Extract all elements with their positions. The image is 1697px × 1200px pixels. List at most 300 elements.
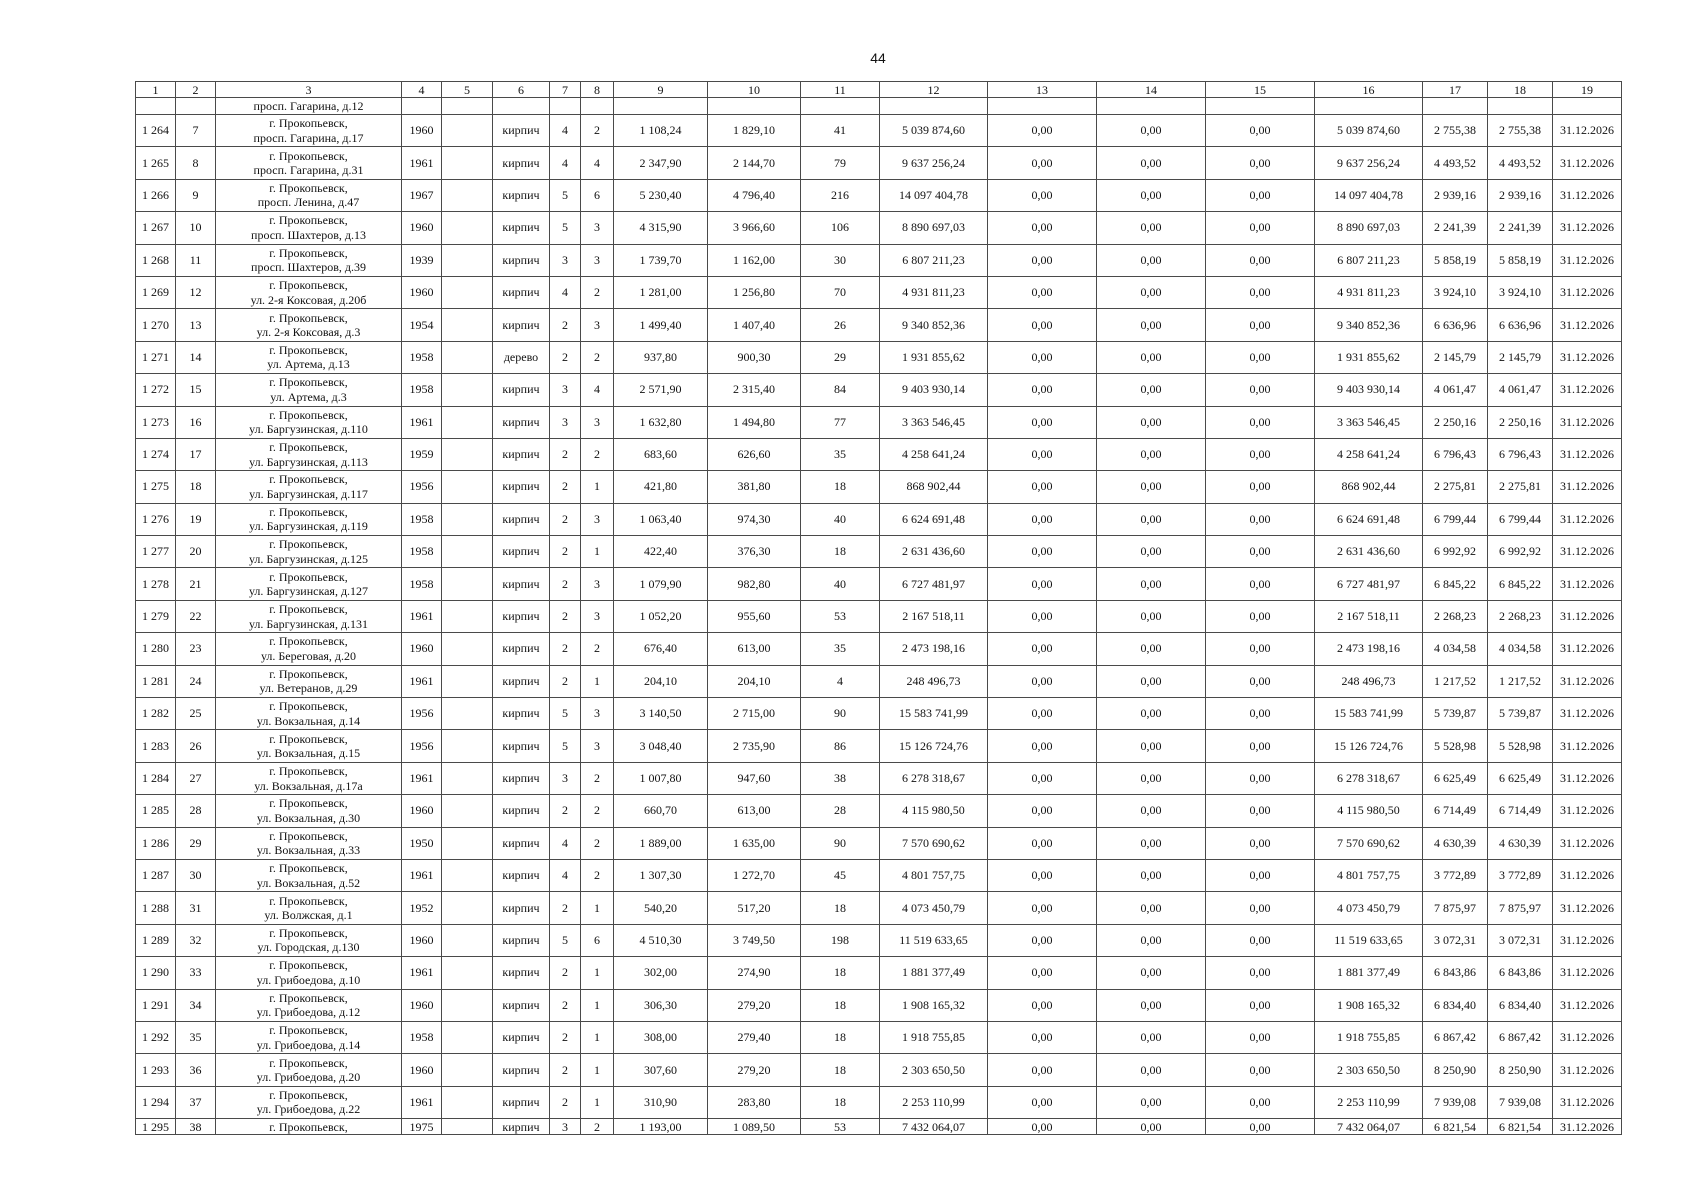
cell-col-16: 4 258 641,24 — [1315, 438, 1423, 470]
cell-col-18: 4 630,39 — [1488, 827, 1553, 859]
cell-col-7: 2 — [550, 309, 581, 341]
cell-col-5 — [442, 179, 493, 211]
cell-col-19: 31.12.2026 — [1553, 212, 1622, 244]
cell-col-15: 0,00 — [1206, 503, 1315, 535]
cell-col-14: 0,00 — [1097, 1119, 1206, 1135]
address-cell — [216, 1119, 402, 1135]
address-line: г. Прокопьевск, — [269, 407, 348, 422]
cell-col-15 — [1206, 98, 1315, 115]
address-line: г. Прокопьевск, — [269, 1087, 348, 1102]
cell-col-7: 5 — [550, 212, 581, 244]
cell-col-4: 1958 — [402, 503, 442, 535]
cell-col-9: 1 739,70 — [614, 244, 708, 276]
cell-col-5 — [442, 633, 493, 665]
cell-col-16: 2 167 518,11 — [1315, 600, 1423, 632]
cell-col-2: 20 — [176, 536, 216, 568]
cell-col-15: 0,00 — [1206, 1021, 1315, 1053]
address-cell — [216, 698, 402, 730]
cell-col-8: 2 — [581, 115, 614, 147]
cell-col-12: 4 073 450,79 — [880, 892, 988, 924]
cell-col-6: кирпич — [493, 989, 550, 1021]
cell-col-17: 4 061,47 — [1423, 374, 1488, 406]
cell-col-6: кирпич — [493, 957, 550, 989]
address-cell — [216, 633, 402, 665]
cell-col-12: 248 496,73 — [880, 665, 988, 697]
cell-col-15: 0,00 — [1206, 924, 1315, 956]
address-cell — [216, 600, 402, 632]
cell-col-18: 2 268,23 — [1488, 600, 1553, 632]
cell-col-18: 5 528,98 — [1488, 730, 1553, 762]
address-line: г. Прокопьевск, — [269, 440, 348, 455]
cell-col-11: 18 — [801, 1021, 880, 1053]
cell-col-18: 4 034,58 — [1488, 633, 1553, 665]
cell-col-8: 2 — [581, 633, 614, 665]
address-line: просп. Шахтеров, д.13 — [251, 227, 366, 242]
cell-col-15: 0,00 — [1206, 244, 1315, 276]
cell-col-6: кирпич — [493, 471, 550, 503]
address-cell — [216, 179, 402, 211]
cell-col-5 — [442, 406, 493, 438]
cell-col-14: 0,00 — [1097, 503, 1206, 535]
address-line: г. Прокопьевск, — [269, 472, 348, 487]
cell-col-18: 2 755,38 — [1488, 115, 1553, 147]
cell-col-5 — [442, 503, 493, 535]
address-cell — [216, 568, 402, 600]
cell-col-8 — [581, 98, 614, 115]
cell-col-12: 2 167 518,11 — [880, 600, 988, 632]
cell-col-8: 1 — [581, 471, 614, 503]
cell-col-5 — [442, 471, 493, 503]
cell-col-8: 2 — [581, 795, 614, 827]
cell-col-12: 1 931 855,62 — [880, 341, 988, 373]
cell-col-18: 6 845,22 — [1488, 568, 1553, 600]
cell-col-11: 18 — [801, 1086, 880, 1118]
cell-col-11: 70 — [801, 276, 880, 308]
cell-col-14: 0,00 — [1097, 989, 1206, 1021]
cell-col-4: 1958 — [402, 341, 442, 373]
table-row — [136, 859, 1622, 891]
cell-col-6: кирпич — [493, 244, 550, 276]
cell-col-5 — [442, 892, 493, 924]
address-cell — [216, 341, 402, 373]
cell-col-6: кирпич — [493, 827, 550, 859]
cell-col-17: 4 493,52 — [1423, 147, 1488, 179]
cell-col-10: 2 715,00 — [708, 698, 801, 730]
cell-col-18: 2 241,39 — [1488, 212, 1553, 244]
cell-col-2: 9 — [176, 179, 216, 211]
cell-col-17: 6 834,40 — [1423, 989, 1488, 1021]
cell-col-4: 1960 — [402, 989, 442, 1021]
cell-col-10: 982,80 — [708, 568, 801, 600]
cell-col-19: 31.12.2026 — [1553, 341, 1622, 373]
cell-col-2: 14 — [176, 341, 216, 373]
cell-col-18: 3 924,10 — [1488, 276, 1553, 308]
cell-col-2: 37 — [176, 1086, 216, 1118]
cell-col-4: 1961 — [402, 147, 442, 179]
cell-col-9: 4 315,90 — [614, 212, 708, 244]
cell-col-10: 376,30 — [708, 536, 801, 568]
cell-col-17: 1 217,52 — [1423, 665, 1488, 697]
cell-col-12: 1 908 165,32 — [880, 989, 988, 1021]
cell-col-10: 1 256,80 — [708, 276, 801, 308]
address-cell — [216, 244, 402, 276]
cell-col-7: 2 — [550, 1086, 581, 1118]
cell-col-2: 17 — [176, 438, 216, 470]
address-line: ул. 2-я Коксовая, д.20б — [250, 292, 367, 307]
cell-col-14: 0,00 — [1097, 924, 1206, 956]
cell-col-18: 6 834,40 — [1488, 989, 1553, 1021]
cell-col-1: 1 292 — [136, 1021, 176, 1053]
address-line: ул. Вокзальная, д.17а — [254, 778, 363, 793]
cell-col-9: 1 052,20 — [614, 600, 708, 632]
address-line: г. Прокопьевск, — [269, 699, 348, 714]
cell-col-10: 1 829,10 — [708, 115, 801, 147]
cell-col-2: 33 — [176, 957, 216, 989]
cell-col-9: 306,30 — [614, 989, 708, 1021]
cell-col-13: 0,00 — [988, 471, 1097, 503]
cell-col-1: 1 294 — [136, 1086, 176, 1118]
cell-col-14: 0,00 — [1097, 179, 1206, 211]
table-row — [136, 179, 1622, 211]
cell-col-6: кирпич — [493, 1119, 550, 1135]
column-header-12: 12 — [880, 82, 988, 98]
cell-col-16: 248 496,73 — [1315, 665, 1423, 697]
cell-col-1: 1 271 — [136, 341, 176, 373]
cell-col-19: 31.12.2026 — [1553, 536, 1622, 568]
column-header-7: 7 — [550, 82, 581, 98]
cell-col-2: 8 — [176, 147, 216, 179]
cell-col-9: 1 007,80 — [614, 762, 708, 794]
address-line: г. Прокопьевск, — [269, 504, 348, 519]
cell-col-10: 626,60 — [708, 438, 801, 470]
cell-col-11: 35 — [801, 438, 880, 470]
cell-col-14: 0,00 — [1097, 600, 1206, 632]
cell-col-13: 0,00 — [988, 244, 1097, 276]
cell-col-14: 0,00 — [1097, 633, 1206, 665]
cell-col-19: 31.12.2026 — [1553, 989, 1622, 1021]
cell-col-17: 6 636,96 — [1423, 309, 1488, 341]
cell-col-18: 2 939,16 — [1488, 179, 1553, 211]
cell-col-14: 0,00 — [1097, 115, 1206, 147]
cell-col-7: 2 — [550, 600, 581, 632]
cell-col-15: 0,00 — [1206, 147, 1315, 179]
address-line: ул. Баргузинская, д.131 — [248, 616, 369, 631]
cell-col-19: 31.12.2026 — [1553, 795, 1622, 827]
cell-col-19: 31.12.2026 — [1553, 147, 1622, 179]
cell-col-13: 0,00 — [988, 276, 1097, 308]
cell-col-9: 1 063,40 — [614, 503, 708, 535]
cell-col-16: 9 637 256,24 — [1315, 147, 1423, 179]
cell-col-17: 2 755,38 — [1423, 115, 1488, 147]
table-row — [136, 276, 1622, 308]
table-row — [136, 147, 1622, 179]
cell-col-13: 0,00 — [988, 698, 1097, 730]
cell-col-10: 279,20 — [708, 989, 801, 1021]
column-header-15: 15 — [1206, 82, 1315, 98]
cell-col-9: 660,70 — [614, 795, 708, 827]
cell-col-7: 3 — [550, 1119, 581, 1135]
address-line: г. Прокопьевск, — [269, 148, 348, 163]
cell-col-14: 0,00 — [1097, 406, 1206, 438]
cell-col-1: 1 265 — [136, 147, 176, 179]
cell-col-18: 8 250,90 — [1488, 1054, 1553, 1086]
cell-col-11: 30 — [801, 244, 880, 276]
column-header-14: 14 — [1097, 82, 1206, 98]
cell-col-4: 1960 — [402, 633, 442, 665]
address-cell — [216, 503, 402, 535]
cell-col-4: 1952 — [402, 892, 442, 924]
cell-col-4: 1960 — [402, 1054, 442, 1086]
cell-col-11: 90 — [801, 698, 880, 730]
cell-col-5 — [442, 957, 493, 989]
cell-col-16: 4 073 450,79 — [1315, 892, 1423, 924]
cell-col-11: 29 — [801, 341, 880, 373]
address-line: ул. Вокзальная, д.14 — [256, 713, 361, 728]
cell-col-19: 31.12.2026 — [1553, 665, 1622, 697]
cell-col-7: 2 — [550, 665, 581, 697]
cell-col-19: 31.12.2026 — [1553, 762, 1622, 794]
cell-col-18: 2 275,81 — [1488, 471, 1553, 503]
cell-col-16: 6 727 481,97 — [1315, 568, 1423, 600]
cell-col-8: 1 — [581, 892, 614, 924]
cell-col-19: 31.12.2026 — [1553, 503, 1622, 535]
cell-col-18: 3 772,89 — [1488, 859, 1553, 891]
cell-col-14: 0,00 — [1097, 374, 1206, 406]
address-line: ул. Вокзальная, д.30 — [256, 810, 361, 825]
cell-col-2: 19 — [176, 503, 216, 535]
cell-col-4: 1956 — [402, 471, 442, 503]
address-cell — [216, 924, 402, 956]
cell-col-14: 0,00 — [1097, 859, 1206, 891]
cell-col-17: 6 714,49 — [1423, 795, 1488, 827]
cell-col-13: 0,00 — [988, 406, 1097, 438]
cell-col-14: 0,00 — [1097, 471, 1206, 503]
cell-col-12: 3 363 546,45 — [880, 406, 988, 438]
cell-col-11: 53 — [801, 600, 880, 632]
cell-col-9: 421,80 — [614, 471, 708, 503]
cell-col-19: 31.12.2026 — [1553, 859, 1622, 891]
cell-col-7: 3 — [550, 406, 581, 438]
cell-col-13: 0,00 — [988, 859, 1097, 891]
cell-col-10: 1 162,00 — [708, 244, 801, 276]
column-header-1: 1 — [136, 82, 176, 98]
address-cell — [216, 438, 402, 470]
cell-col-12: 4 115 980,50 — [880, 795, 988, 827]
cell-col-12: 6 807 211,23 — [880, 244, 988, 276]
cell-col-1 — [136, 98, 176, 115]
cell-col-18: 6 799,44 — [1488, 503, 1553, 535]
cell-col-10: 1 494,80 — [708, 406, 801, 438]
cell-col-12: 9 403 930,14 — [880, 374, 988, 406]
cell-col-8: 1 — [581, 665, 614, 697]
cell-col-19: 31.12.2026 — [1553, 633, 1622, 665]
address-cell — [216, 276, 402, 308]
table-row — [136, 633, 1622, 665]
cell-col-14: 0,00 — [1097, 244, 1206, 276]
address-cell — [216, 859, 402, 891]
cell-col-16: 6 807 211,23 — [1315, 244, 1423, 276]
cell-col-5 — [442, 924, 493, 956]
cell-col-15: 0,00 — [1206, 568, 1315, 600]
cell-col-2: 32 — [176, 924, 216, 956]
cell-col-6: кирпич — [493, 1086, 550, 1118]
cell-col-4: 1960 — [402, 924, 442, 956]
cell-col-5 — [442, 795, 493, 827]
address-line: г. Прокопьевск, — [269, 537, 348, 552]
cell-col-7: 2 — [550, 503, 581, 535]
address-line: г. Прокопьевск, — [269, 1055, 348, 1070]
cell-col-5 — [442, 762, 493, 794]
cell-col-9: 204,10 — [614, 665, 708, 697]
cell-col-1: 1 267 — [136, 212, 176, 244]
cell-col-4: 1967 — [402, 179, 442, 211]
cell-col-19: 31.12.2026 — [1553, 924, 1622, 956]
cell-col-1: 1 277 — [136, 536, 176, 568]
cell-col-11: 216 — [801, 179, 880, 211]
cell-col-9: 937,80 — [614, 341, 708, 373]
cell-col-19: 31.12.2026 — [1553, 276, 1622, 308]
cell-col-7: 2 — [550, 438, 581, 470]
cell-col-4: 1956 — [402, 730, 442, 762]
cell-col-13: 0,00 — [988, 924, 1097, 956]
cell-col-19: 31.12.2026 — [1553, 1119, 1622, 1135]
cell-col-1: 1 291 — [136, 989, 176, 1021]
cell-col-19: 31.12.2026 — [1553, 568, 1622, 600]
cell-col-12: 868 902,44 — [880, 471, 988, 503]
cell-col-13: 0,00 — [988, 341, 1097, 373]
cell-col-2: 11 — [176, 244, 216, 276]
cell-col-16: 3 363 546,45 — [1315, 406, 1423, 438]
cell-col-6: кирпич — [493, 276, 550, 308]
cell-col-17: 7 875,97 — [1423, 892, 1488, 924]
cell-col-19: 31.12.2026 — [1553, 309, 1622, 341]
cell-col-15: 0,00 — [1206, 1119, 1315, 1135]
column-header-6: 6 — [493, 82, 550, 98]
cell-col-18: 1 217,52 — [1488, 665, 1553, 697]
table-row — [136, 98, 1622, 115]
address-line: ул. Артема, д.3 — [270, 389, 347, 404]
cell-col-1: 1 281 — [136, 665, 176, 697]
cell-col-8: 2 — [581, 1119, 614, 1135]
cell-col-1: 1 285 — [136, 795, 176, 827]
cell-col-9: 3 048,40 — [614, 730, 708, 762]
table-row — [136, 568, 1622, 600]
cell-col-12: 4 801 757,75 — [880, 859, 988, 891]
cell-col-2: 31 — [176, 892, 216, 924]
cell-col-19: 31.12.2026 — [1553, 730, 1622, 762]
cell-col-4: 1961 — [402, 1086, 442, 1118]
table-row — [136, 244, 1622, 276]
cell-col-12: 2 253 110,99 — [880, 1086, 988, 1118]
cell-col-1: 1 278 — [136, 568, 176, 600]
cell-col-10: 3 966,60 — [708, 212, 801, 244]
cell-col-1: 1 269 — [136, 276, 176, 308]
address-line: г. Прокопьевск, — [269, 731, 348, 746]
cell-col-18: 7 939,08 — [1488, 1086, 1553, 1118]
cell-col-17: 6 796,43 — [1423, 438, 1488, 470]
cell-col-17: 5 528,98 — [1423, 730, 1488, 762]
cell-col-14: 0,00 — [1097, 212, 1206, 244]
cell-col-2: 10 — [176, 212, 216, 244]
cell-col-15: 0,00 — [1206, 1054, 1315, 1086]
cell-col-19: 31.12.2026 — [1553, 892, 1622, 924]
cell-col-5 — [442, 568, 493, 600]
table-row — [136, 341, 1622, 373]
column-header-5: 5 — [442, 82, 493, 98]
cell-col-2: 28 — [176, 795, 216, 827]
cell-col-5 — [442, 115, 493, 147]
cell-col-7: 5 — [550, 730, 581, 762]
cell-col-8: 3 — [581, 568, 614, 600]
cell-col-5 — [442, 276, 493, 308]
cell-col-11: 77 — [801, 406, 880, 438]
cell-col-4: 1939 — [402, 244, 442, 276]
cell-col-10: 204,10 — [708, 665, 801, 697]
cell-col-11: 86 — [801, 730, 880, 762]
table-row — [136, 795, 1622, 827]
cell-col-19: 31.12.2026 — [1553, 1086, 1622, 1118]
cell-col-13: 0,00 — [988, 827, 1097, 859]
cell-col-16: 8 890 697,03 — [1315, 212, 1423, 244]
cell-col-12: 6 278 318,67 — [880, 762, 988, 794]
cell-col-10: 955,60 — [708, 600, 801, 632]
cell-col-8: 4 — [581, 374, 614, 406]
cell-col-6: кирпич — [493, 503, 550, 535]
address-line: ул. Баргузинская, д.127 — [248, 584, 369, 599]
cell-col-8: 2 — [581, 341, 614, 373]
cell-col-14: 0,00 — [1097, 730, 1206, 762]
cell-col-15: 0,00 — [1206, 406, 1315, 438]
cell-col-2: 34 — [176, 989, 216, 1021]
address-cell — [216, 1021, 402, 1053]
cell-col-17 — [1423, 98, 1488, 115]
cell-col-16: 4 801 757,75 — [1315, 859, 1423, 891]
cell-col-18: 3 072,31 — [1488, 924, 1553, 956]
cell-col-15: 0,00 — [1206, 212, 1315, 244]
cell-col-11: 28 — [801, 795, 880, 827]
cell-col-8: 3 — [581, 730, 614, 762]
cell-col-2: 13 — [176, 309, 216, 341]
cell-col-8: 2 — [581, 859, 614, 891]
cell-col-1: 1 276 — [136, 503, 176, 535]
cell-col-15: 0,00 — [1206, 276, 1315, 308]
cell-col-15: 0,00 — [1206, 374, 1315, 406]
cell-col-5 — [442, 1119, 493, 1135]
cell-col-2: 24 — [176, 665, 216, 697]
cell-col-1: 1 295 — [136, 1119, 176, 1135]
cell-col-4: 1961 — [402, 762, 442, 794]
cell-col-6 — [493, 98, 550, 115]
column-header-17: 17 — [1423, 82, 1488, 98]
cell-col-13: 0,00 — [988, 438, 1097, 470]
address-cell — [216, 892, 402, 924]
cell-col-11 — [801, 98, 880, 115]
cell-col-14: 0,00 — [1097, 1054, 1206, 1086]
cell-col-6: кирпич — [493, 147, 550, 179]
cell-col-2: 12 — [176, 276, 216, 308]
cell-col-8: 2 — [581, 762, 614, 794]
cell-col-5 — [442, 98, 493, 115]
cell-col-17: 6 843,86 — [1423, 957, 1488, 989]
address-line: г. Прокопьевск, — [269, 569, 348, 584]
cell-col-7: 5 — [550, 179, 581, 211]
address-line: г. Прокопьевск, — [269, 925, 348, 940]
column-header-9: 9 — [614, 82, 708, 98]
cell-col-1: 1 284 — [136, 762, 176, 794]
cell-col-14: 0,00 — [1097, 827, 1206, 859]
cell-col-4: 1961 — [402, 859, 442, 891]
cell-col-18: 6 636,96 — [1488, 309, 1553, 341]
